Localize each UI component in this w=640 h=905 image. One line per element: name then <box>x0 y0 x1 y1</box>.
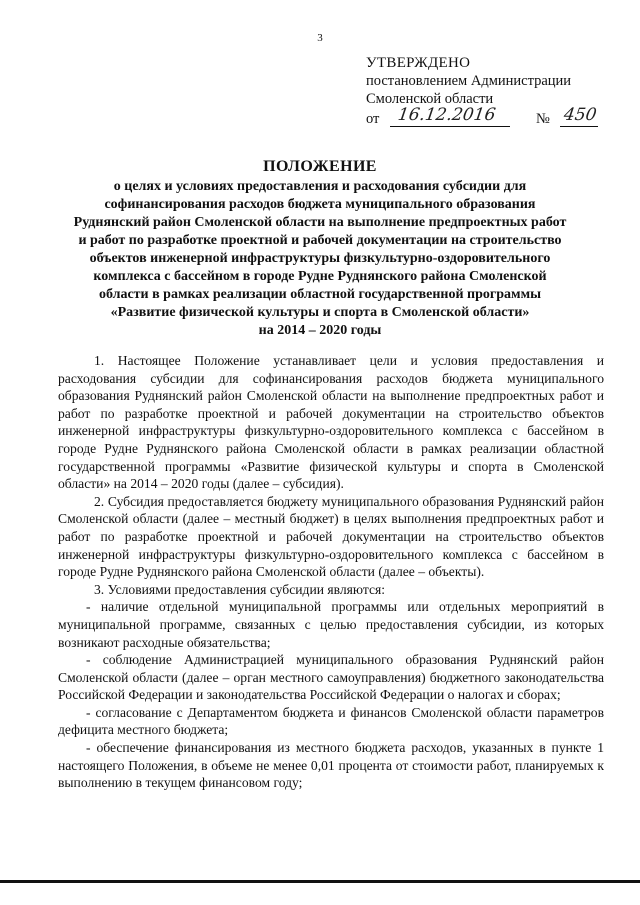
page-number: 3 <box>317 32 323 44</box>
condition-item: - соблюдение Администрацией муниципального образования Руднянский район Смоленской области (далее – орган местного самоуправления) бюджетного законодательства Российской Федерации и законодательства Российской Федерации о налогах и сборах; <box>58 652 604 703</box>
title-line: Руднянский район Смоленской области на выполнение предпроектных работ <box>73 215 567 230</box>
title-line: софинансирования расходов бюджета муниципального образования <box>104 197 536 212</box>
title-line: «Развитие физической культуры и спорта в Смоленской области» <box>110 305 530 320</box>
document-title <box>70 158 570 340</box>
page-bottom-rule <box>0 880 640 883</box>
approval-stamp <box>366 54 616 130</box>
handwritten-date: 16.12.2016 <box>396 105 497 125</box>
document-body <box>58 352 604 792</box>
title-main: ПОЛОЖЕНИЕ <box>263 158 377 175</box>
paragraph: 2. Субсидия предоставляется бюджету муниципального образования Руднянский район Смоленской области (далее – местный бюджет) в целях выполнения предпроектных работ и работ по разработке проектной и рабочей документации на строительство объектов инженерной инфраструктуры физкультурно-оздоровительного комплекса с бассейном в городе Рудне Руднянского района Смоленской области (далее – объекты). <box>58 493 604 580</box>
approval-heading: УТВЕРЖДЕНО <box>366 55 471 71</box>
condition-item: - согласование с Департаментом бюджета и финансов Смоленской области параметров дефицита местного бюджета; <box>58 704 604 738</box>
approval-line-1: постановлением Администрации <box>366 73 572 89</box>
condition-item: - наличие отдельной муниципальной программы или отдельных мероприятий в муниципальной программе, связанных с целью предоставления субсидии, из которых возникают расходные обязательства; <box>58 599 604 650</box>
title-line: о целях и условиях предоставления и расходования субсидии для <box>113 179 527 194</box>
condition-item: - обеспечение финансирования из местного бюджета расходов, указанных в пункте 1 настоящего Положения, в объеме не менее 0,01 процента от стоимости работ, планируемых к выполнению в текущем финансовом году; <box>58 740 604 791</box>
title-line: комплекса с бассейном в городе Рудне Руднянского района Смоленской <box>93 269 547 284</box>
number-underline <box>560 105 598 127</box>
title-line: объектов инженерной инфраструктуры физкультурно-оздоровительного <box>89 251 551 266</box>
title-line: на 2014 – 2020 годы <box>258 323 382 338</box>
title-line: области в рамках реализации областной государственной программы <box>98 287 542 302</box>
from-label: от <box>366 111 380 127</box>
title-line: и работ по разработке проектной и рабочей документации на строительство <box>78 233 562 248</box>
paragraph: 3. Условиями предоставления субсидии являются: <box>94 581 386 597</box>
paragraph: 1. Настоящее Положение устанавливает цели и условия предоставления и расходования субсидии для софинансирования расходов бюджета муниципального образования Руднянский район Смоленской области на выполнение предпроектных работ и работ по разработке проектной и рабочей документации на строительство объектов инженерной инфраструктуры физкультурно-оздоровительного комплекса с бассейном в городе Рудне Руднянского района Смоленской области в рамках реализации областной государственной программы «Развитие физической культуры и спорта в Смоленской области» на 2014 – 2020 годы (далее – субсидия). <box>58 353 604 492</box>
approval-date-number-line <box>366 105 616 130</box>
handwritten-number: 450 <box>562 105 598 125</box>
approval-line-2: Смоленской области <box>366 91 494 107</box>
number-label: № <box>536 111 550 127</box>
date-underline <box>390 105 510 127</box>
